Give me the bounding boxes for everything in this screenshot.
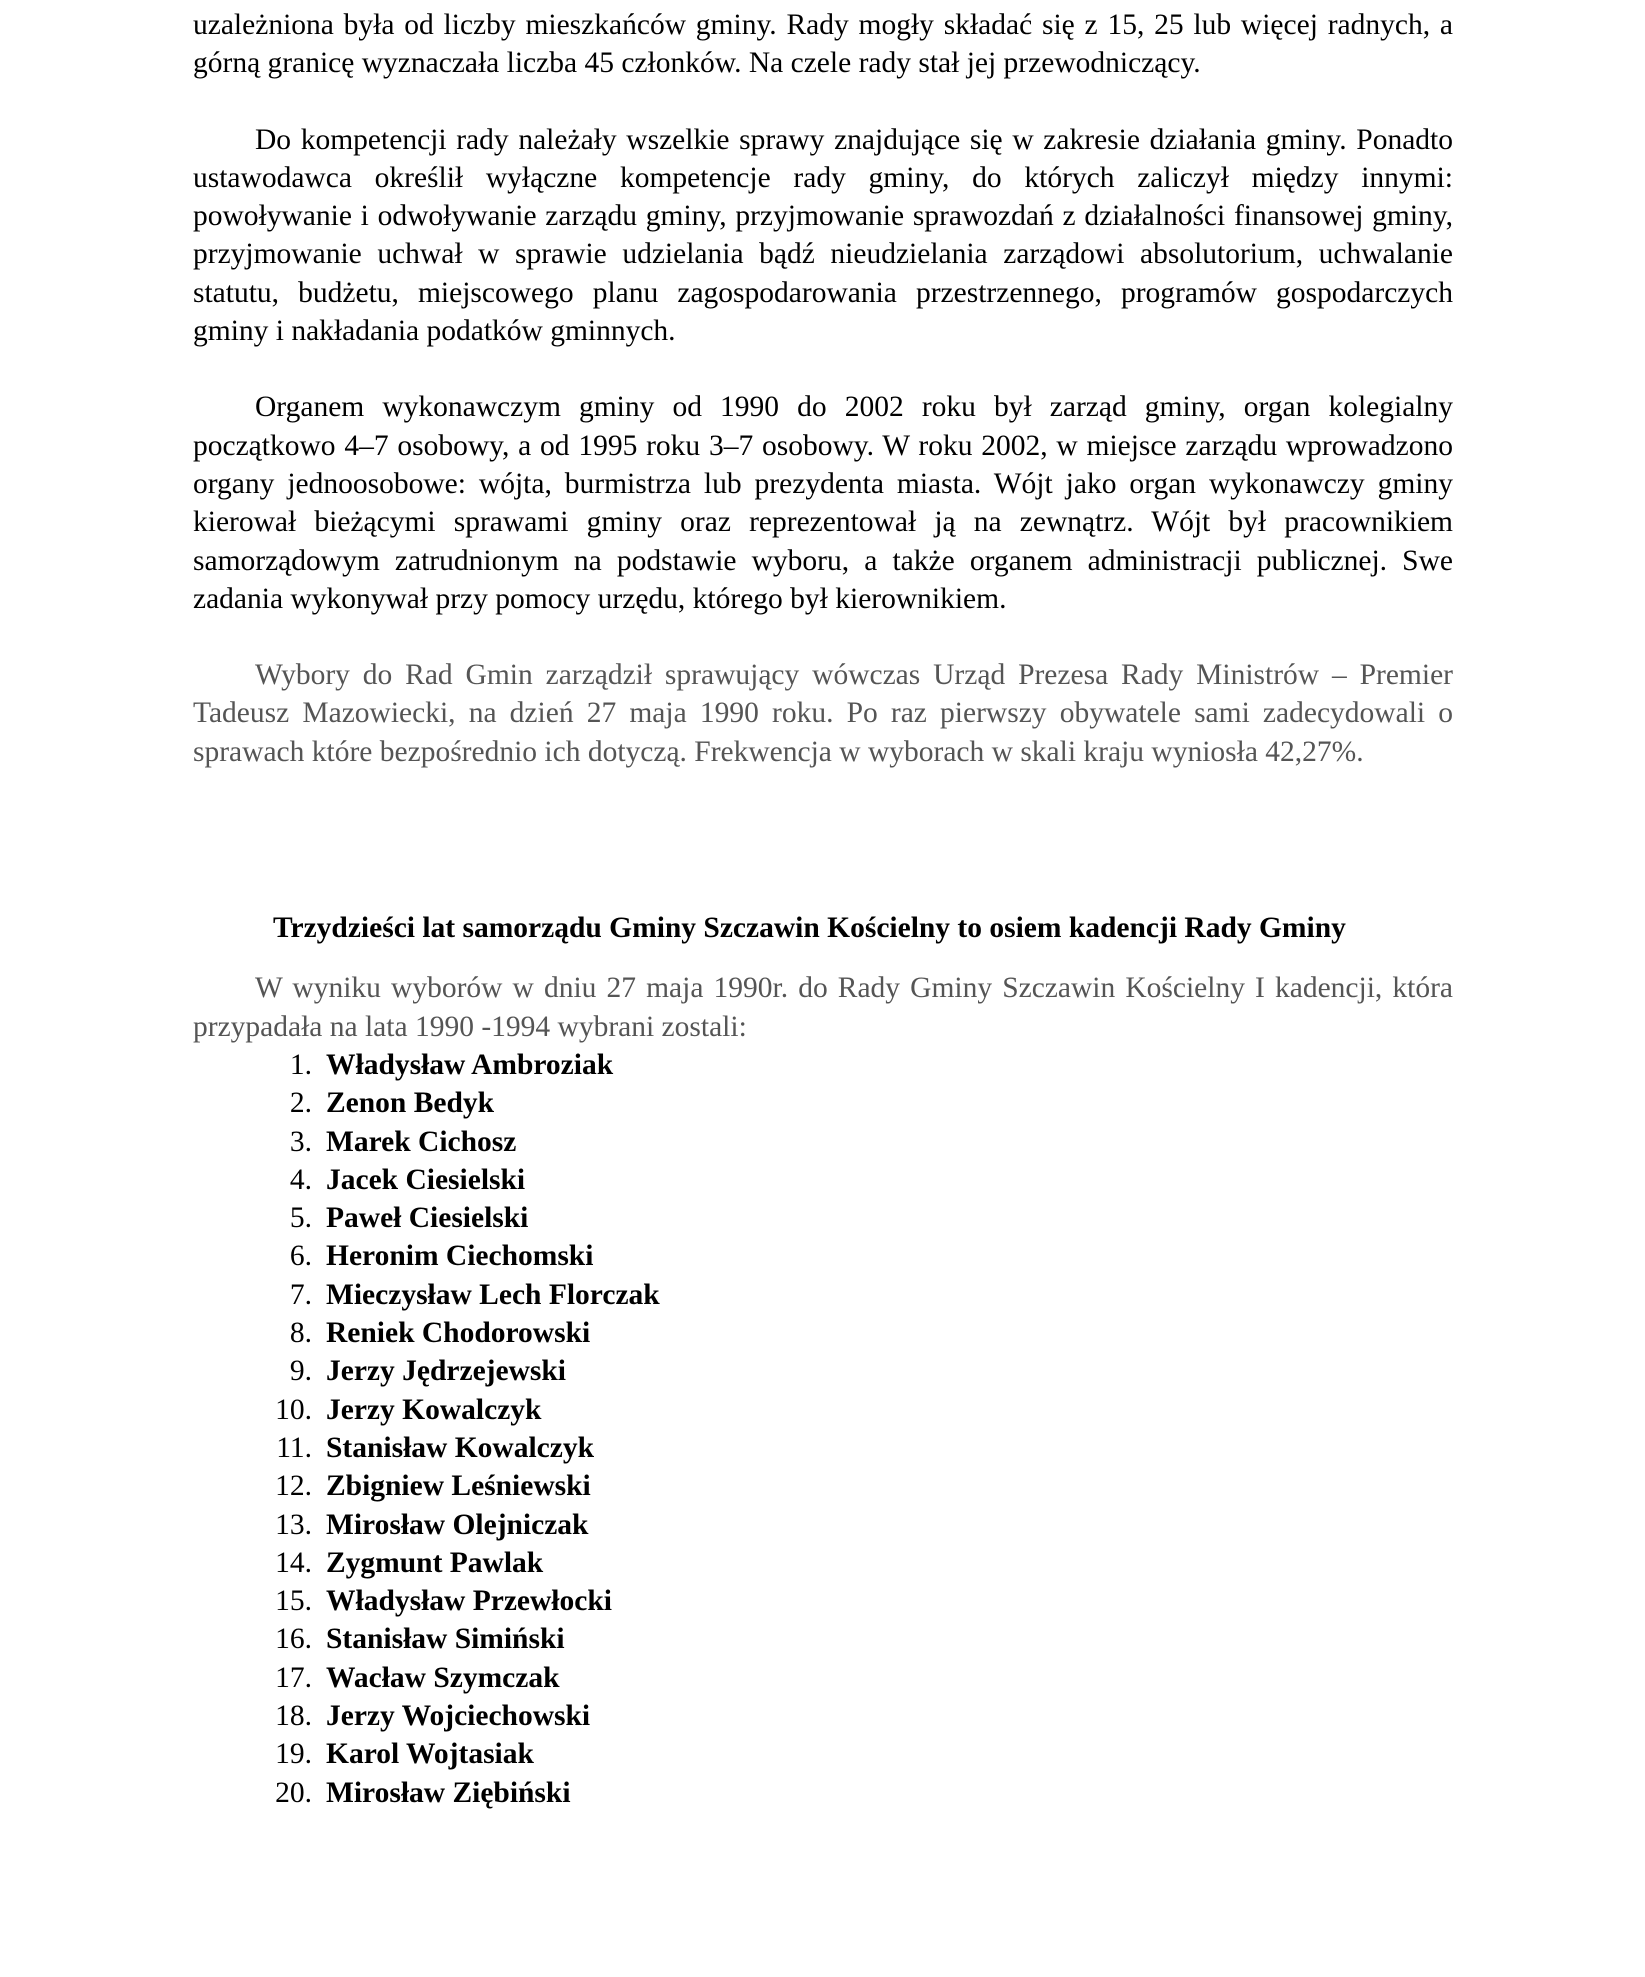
list-item	[193, 1276, 1453, 1314]
member-name: Władysław Ambroziak	[326, 1048, 614, 1081]
member-name: Stanisław Simiński	[326, 1623, 565, 1656]
list-item-number: 19.	[275, 1738, 312, 1771]
list-item-spacer	[312, 1582, 326, 1620]
list-item-spacer	[312, 1429, 326, 1467]
list-item-number: 10.	[275, 1393, 312, 1426]
list-item-spacer	[312, 1735, 326, 1773]
list-item-number: 2.	[289, 1087, 312, 1120]
list-item	[193, 1314, 1453, 1352]
paragraph-council-competences: Do kompetencji rady należały wszelkie sprawy znajdujące się w zakresie działania gminy. Ponadto ustawodawca określił wyłączne kompetencje rady gminy, do których zaliczył między innymi: powoływanie i odwoływanie zarządu gminy, przyjmowanie sprawozdań z działalności finansowej gminy, przyjmowanie uchwał w sprawie udzielania bądź nieudzielania zarządowi absolutorium, uchwalanie statutu, budżetu, miejscowego planu zagospodarowania przestrzennego, programów gospodarczych gminy i nakładania podatków gminnych.	[193, 123, 1453, 348]
list-item	[193, 1084, 1453, 1122]
list-item-number: 14.	[275, 1546, 312, 1579]
list-item-number: 18.	[275, 1699, 312, 1732]
list-item-number: 20.	[275, 1776, 312, 1809]
member-name: Mieczysław Lech Florczak	[326, 1278, 660, 1311]
member-name: Władysław Przewłocki	[326, 1585, 612, 1618]
member-name: Reniek Chodorowski	[326, 1317, 591, 1350]
list-item-spacer	[312, 1391, 326, 1429]
spacer	[193, 947, 1453, 969]
list-item-number: 12.	[275, 1470, 312, 1503]
list-item-number: 3.	[289, 1125, 312, 1158]
list-item-spacer	[312, 1237, 326, 1275]
list-item	[193, 1123, 1453, 1161]
spacer	[193, 350, 1453, 388]
list-item-spacer	[312, 1276, 326, 1314]
list-item-spacer	[312, 1659, 326, 1697]
member-name: Jerzy Wojciechowski	[326, 1699, 591, 1732]
list-item	[193, 1467, 1453, 1505]
spacer	[193, 618, 1453, 656]
paragraph-executive-body: Organem wykonawczym gminy od 1990 do 2002 roku był zarząd gminy, organ kolegialny początkowo 4–7 osobowy, a od 1995 roku 3–7 osobowy. W roku 2002, w miejsce zarządu wprowadzono organy jednoosobowe: wójta, burmistrza lub prezydenta miasta. Wójt jako organ wykonawczy gminy kierował bieżącymi sprawami gminy oraz reprezentował ją na zewnątrz. Wójt był pracownikiem samorządowym zatrudnionym na podstawie wyboru, a także organem administracji publicznej. Swe zadania wykonywał przy pomocy urzędu, którego był kierownikiem.	[193, 391, 1453, 615]
list-item-number: 4.	[289, 1163, 312, 1196]
list-item	[193, 1544, 1453, 1582]
member-name: Zenon Bedyk	[326, 1087, 495, 1120]
list-item-spacer	[312, 1084, 326, 1122]
paragraph-elections: Wybory do Rad Gmin zarządził sprawujący wówczas Urząd Prezesa Rady Ministrów – Premier Tadeusz Mazowiecki, na dzień 27 maja 1990 roku. Po raz pierwszy obywatele sami zadecydowali o sprawach które bezpośrednio ich dotyczą. Frekwencja w wyborach w skali kraju wyniosła 42,27%.	[193, 659, 1453, 768]
member-name: Wacław Szymczak	[326, 1661, 560, 1694]
member-name: Jerzy Jędrzejewski	[326, 1355, 566, 1388]
list-item	[193, 1237, 1453, 1275]
paragraph-council-size: uzależniona była od liczby mieszkańców gminy. Rady mogły składać się z 15, 25 lub więcej radnych, a górną granicę wyznaczała liczba 45 członków. Na czele rady stał jej przewodniczący.	[193, 9, 1453, 80]
list-item	[193, 1199, 1453, 1237]
section-intro: W wyniku wyborów w dniu 27 maja 1990r. do Rady Gminy Szczawin Kościelny I kadencji, która przypadała na lata 1990 -1994 wybrani zostali:	[193, 972, 1453, 1043]
member-name: Stanisław Kowalczyk	[326, 1431, 594, 1464]
list-item-number: 5.	[289, 1202, 312, 1235]
member-name: Jerzy Kowalczyk	[326, 1393, 542, 1426]
list-item-spacer	[312, 1774, 326, 1812]
list-item	[193, 1697, 1453, 1735]
list-item	[193, 1506, 1453, 1544]
member-name: Heronim Ciechomski	[326, 1240, 594, 1273]
list-item-number: 6.	[289, 1240, 312, 1273]
list-item-spacer	[312, 1544, 326, 1582]
council-members-list	[193, 1046, 1453, 1812]
list-item-number: 11.	[276, 1431, 312, 1464]
list-item-spacer	[312, 1123, 326, 1161]
list-item-number: 16.	[275, 1623, 312, 1656]
list-item-number: 15.	[275, 1585, 312, 1618]
member-name: Marek Cichosz	[326, 1125, 517, 1158]
list-item-spacer	[312, 1506, 326, 1544]
list-item-spacer	[312, 1314, 326, 1352]
member-name: Mirosław Olejniczak	[326, 1508, 589, 1541]
list-item-number: 7.	[289, 1278, 312, 1311]
list-item-number: 8.	[289, 1317, 312, 1350]
list-item	[193, 1582, 1453, 1620]
list-item-spacer	[312, 1199, 326, 1237]
list-item-spacer	[312, 1467, 326, 1505]
list-item	[193, 1046, 1453, 1084]
member-name: Mirosław Ziębiński	[326, 1776, 571, 1809]
spacer	[193, 83, 1453, 121]
list-item-spacer	[312, 1620, 326, 1658]
list-item-spacer	[312, 1697, 326, 1735]
list-item	[193, 1735, 1453, 1773]
list-item	[193, 1620, 1453, 1658]
list-item	[193, 1352, 1453, 1390]
list-item-number: 17.	[275, 1661, 312, 1694]
list-item	[193, 1659, 1453, 1697]
member-name: Karol Wojtasiak	[326, 1738, 534, 1771]
member-name: Paweł Ciesielski	[326, 1202, 529, 1235]
list-item-number: 9.	[289, 1355, 312, 1388]
list-item	[193, 1429, 1453, 1467]
list-item	[193, 1774, 1453, 1812]
list-item	[193, 1391, 1453, 1429]
section-heading: Trzydzieści lat samorządu Gminy Szczawin Kościelny to osiem kadencji Rady Gminy	[273, 912, 1346, 945]
spacer	[193, 771, 1453, 909]
document-page	[193, 6, 1453, 1812]
member-name: Zygmunt Pawlak	[326, 1546, 544, 1579]
member-name: Jacek Ciesielski	[326, 1163, 526, 1196]
list-item-spacer	[312, 1352, 326, 1390]
list-item	[193, 1161, 1453, 1199]
list-item-number: 1.	[289, 1048, 312, 1081]
member-name: Zbigniew Leśniewski	[326, 1470, 591, 1503]
list-item-spacer	[312, 1046, 326, 1084]
list-item-number: 13.	[275, 1508, 312, 1541]
list-item-spacer	[312, 1161, 326, 1199]
